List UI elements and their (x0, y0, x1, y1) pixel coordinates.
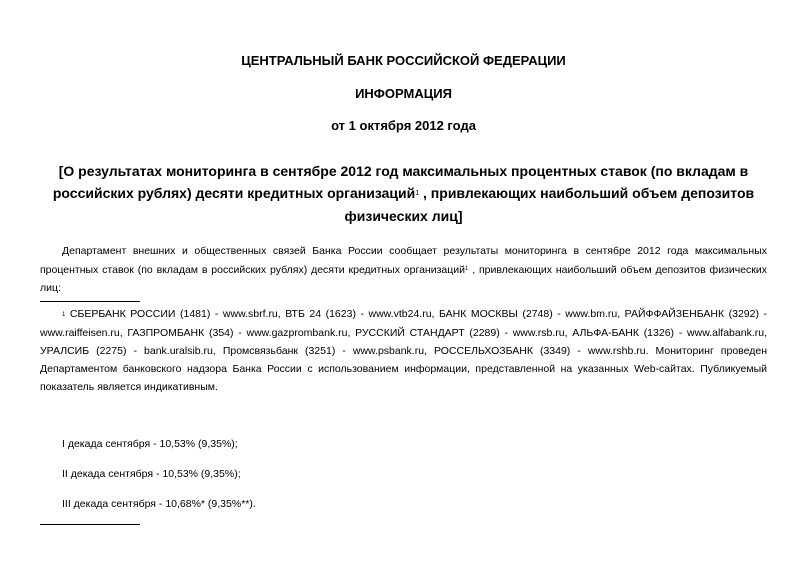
decade-rate-2: II декада сентября - 10,53% (9,35%); (62, 468, 241, 480)
footnote-marker: 1 (62, 312, 66, 318)
document-type: ИНФОРМАЦИЯ (355, 86, 452, 101)
footnote-text: СБЕРБАНК РОССИИ (1481) - www.sbrf.ru, ВТБ 24 (1623) - www.vtb24.ru, БАНК МОСКВЫ (2748) - www.bm.ru, РАЙФФАЙЗЕНБАНК (3292) - www.raiffeisen.ru, ГАЗПРОМБАНК (354) - www.gazprombank.ru, РУССКИЙ СТАНДАРТ (2289) - www.rsb.ru, АЛЬФА-БАНК (1326) - www.alfabank.ru, УРАЛСИБ (2275) - bank.uralsib.ru, Промсвязьбанк (3251) - www.psbank.ru, РОССЕЛЬХОЗБАНК (3349) - www.rshb.ru. Мониторинг проведен Департаментом банковского надзора Банка России с использованием информации, представленной на указанных Web-сайтах. Публикуемый показатель является индикативным. (40, 308, 768, 393)
second-footnote-divider (40, 524, 140, 525)
decade-rate-3: III декада сентября - 10,68%* (9,35%**). (62, 498, 256, 510)
subject-text-1: [О результатах мониторинга в сентябре 2012 год максимальных процентных ставок (по вкладам в российских рублях) десяти кредитных организаций (52, 163, 749, 201)
footnote-divider (40, 301, 140, 302)
intro-footnote-marker[interactable]: 1 (465, 266, 469, 272)
intro-text-1: Департамент внешних и общественных связей Банка России сообщает результаты мониторинга в сентябре 2012 года максимальных процентных ставок (по вкладам в российских рублях) десяти кредитных организаций (40, 245, 767, 276)
document-subject (50, 160, 757, 227)
document-date: от 1 октября 2012 года (331, 118, 476, 133)
intro-text-2: , привлекающих наибольший объем депозитов физических лиц: (40, 264, 768, 294)
intro-paragraph (40, 242, 767, 297)
subject-footnote-marker[interactable]: 1 (415, 190, 420, 197)
footnote (40, 305, 767, 396)
organization-title: ЦЕНТРАЛЬНЫЙ БАНК РОССИЙСКОЙ ФЕДЕРАЦИИ (241, 53, 566, 68)
subject-text-2: , привлекающих наибольший объем депозитов физических лиц] (344, 185, 755, 224)
decade-rate-1: I декада сентября - 10,53% (9,35%); (62, 438, 238, 450)
